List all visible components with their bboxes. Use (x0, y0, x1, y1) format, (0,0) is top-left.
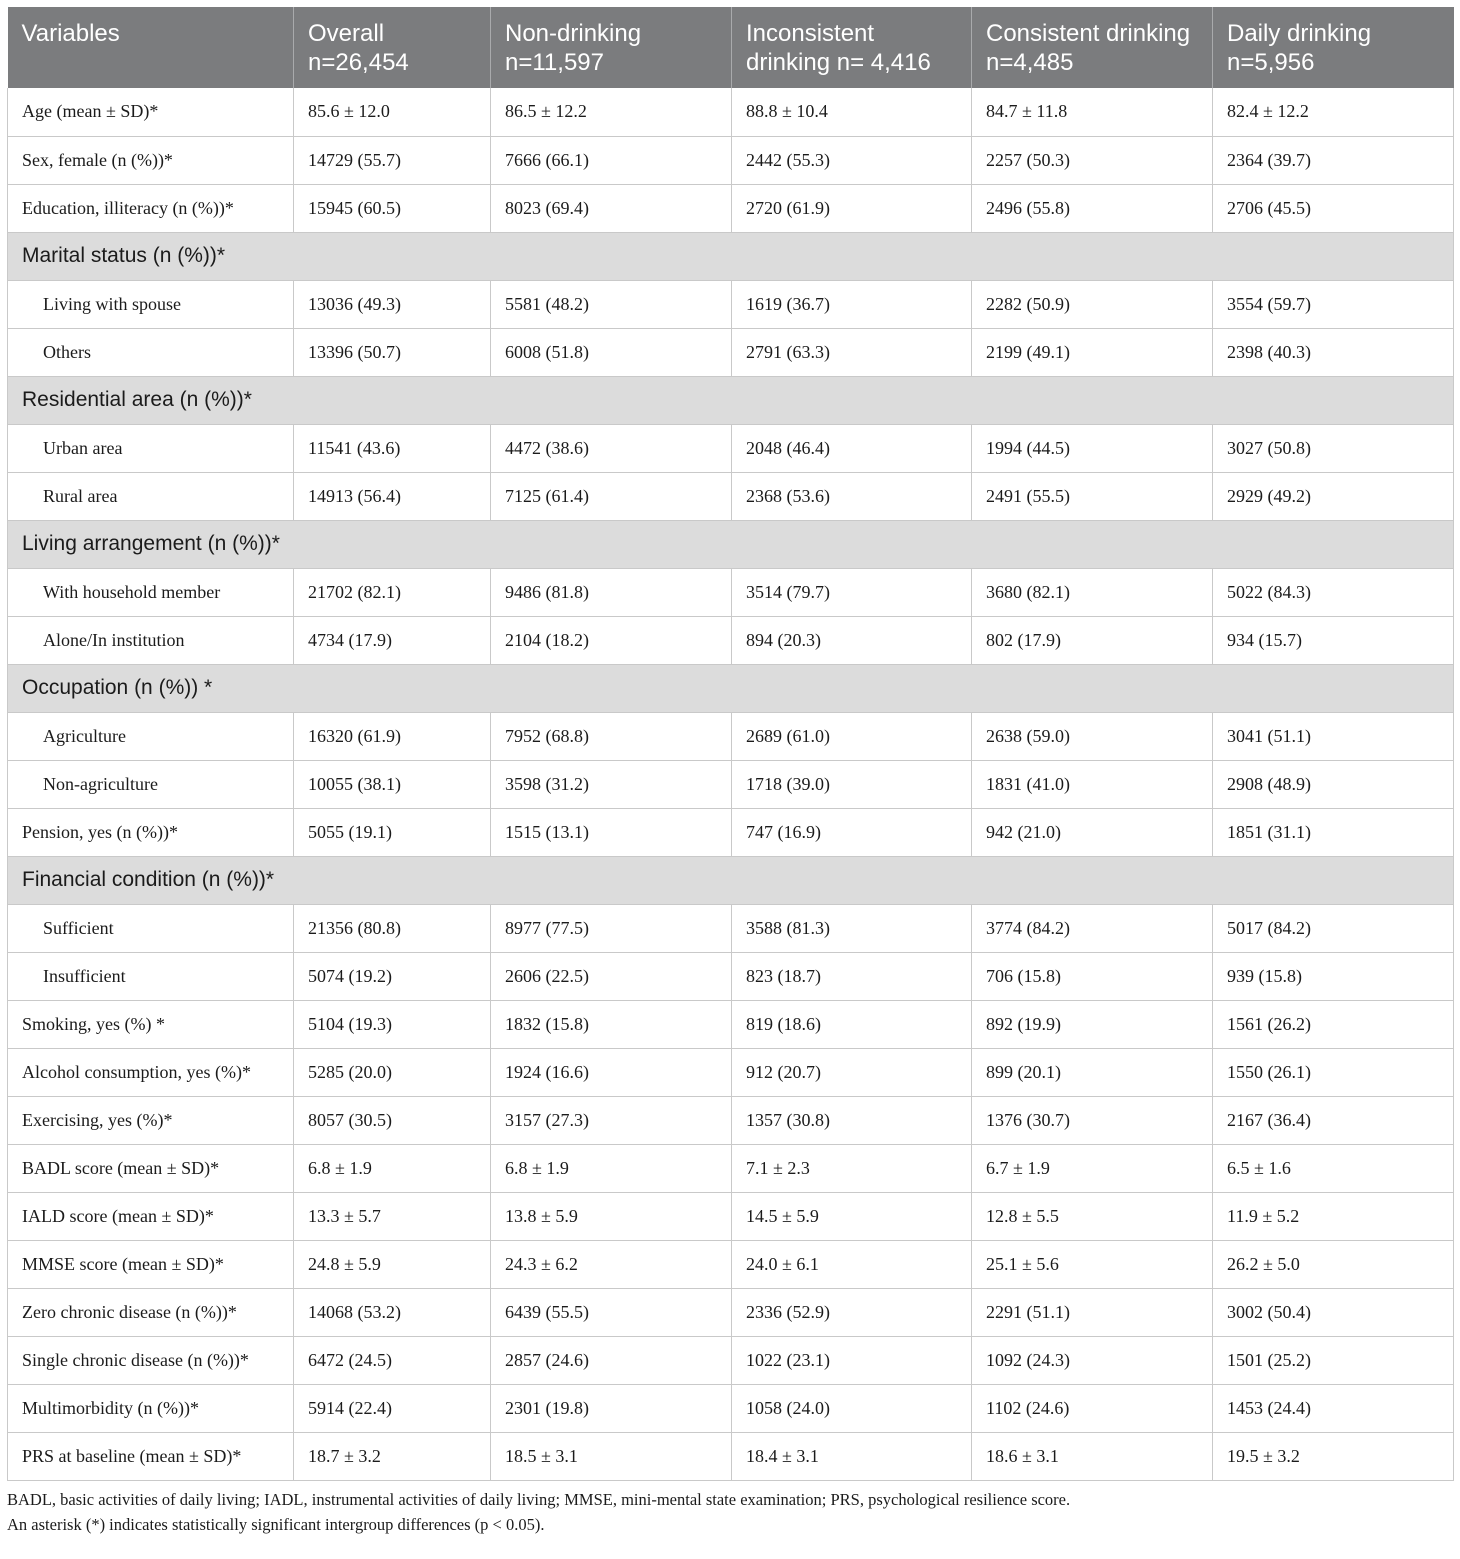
value-cell: 13396 (50.7) (294, 328, 491, 376)
variable-label: BADL score (mean ± SD)* (8, 1144, 294, 1192)
value-cell: 3002 (50.4) (1213, 1288, 1454, 1336)
value-cell: 939 (15.8) (1213, 952, 1454, 1000)
value-cell: 2364 (39.7) (1213, 136, 1454, 184)
subcategory-row (8, 904, 1454, 952)
value-cell: 1501 (25.2) (1213, 1336, 1454, 1384)
value-cell: 6439 (55.5) (491, 1288, 732, 1336)
value-cell: 6.8 ± 1.9 (294, 1144, 491, 1192)
value-cell: 5104 (19.3) (294, 1000, 491, 1048)
subcategory-row (8, 472, 1454, 520)
value-cell: 24.8 ± 5.9 (294, 1240, 491, 1288)
value-cell: 1102 (24.6) (972, 1384, 1213, 1432)
value-cell: 2496 (55.8) (972, 184, 1213, 232)
value-cell: 1619 (36.7) (732, 280, 972, 328)
table-row (8, 184, 1454, 232)
value-cell: 894 (20.3) (732, 616, 972, 664)
value-cell: 3774 (84.2) (972, 904, 1213, 952)
value-cell: 2104 (18.2) (491, 616, 732, 664)
value-cell: 18.5 ± 3.1 (491, 1432, 732, 1480)
value-cell: 11.9 ± 5.2 (1213, 1192, 1454, 1240)
subcategory-row (8, 568, 1454, 616)
value-cell: 5285 (20.0) (294, 1048, 491, 1096)
subcategory-row (8, 616, 1454, 664)
value-cell: 892 (19.9) (972, 1000, 1213, 1048)
variable-label: IALD score (mean ± SD)* (8, 1192, 294, 1240)
value-cell: 2048 (46.4) (732, 424, 972, 472)
value-cell: 1357 (30.8) (732, 1096, 972, 1144)
value-cell: 1022 (23.1) (732, 1336, 972, 1384)
header-row (8, 7, 1454, 88)
section-label: Living arrangement (n (%))* (8, 520, 1454, 568)
value-cell: 18.4 ± 3.1 (732, 1432, 972, 1480)
value-cell: 3598 (31.2) (491, 760, 732, 808)
section-row (8, 232, 1454, 280)
variable-label: Others (8, 328, 294, 376)
value-cell: 942 (21.0) (972, 808, 1213, 856)
subcategory-row (8, 952, 1454, 1000)
variable-label: MMSE score (mean ± SD)* (8, 1240, 294, 1288)
value-cell: 3588 (81.3) (732, 904, 972, 952)
value-cell: 14913 (56.4) (294, 472, 491, 520)
table-wrapper (7, 7, 1453, 1537)
value-cell: 7952 (68.8) (491, 712, 732, 760)
section-row (8, 376, 1454, 424)
value-cell: 15945 (60.5) (294, 184, 491, 232)
header-inconsistent-drinking: Inconsistent drinking n= 4,416 (732, 7, 972, 88)
value-cell: 1058 (24.0) (732, 1384, 972, 1432)
variable-label: Insufficient (8, 952, 294, 1000)
variable-label: Pension, yes (n (%))* (8, 808, 294, 856)
value-cell: 1851 (31.1) (1213, 808, 1454, 856)
value-cell: 802 (17.9) (972, 616, 1213, 664)
table-row (8, 1192, 1454, 1240)
footnote-asterisk: An asterisk (*) indicates statistically significant intergroup differences (p < 0.05). (7, 1514, 545, 1534)
value-cell: 2689 (61.0) (732, 712, 972, 760)
value-cell: 6.8 ± 1.9 (491, 1144, 732, 1192)
section-label: Financial condition (n (%))* (8, 856, 1454, 904)
value-cell: 2706 (45.5) (1213, 184, 1454, 232)
value-cell: 7666 (66.1) (491, 136, 732, 184)
value-cell: 24.0 ± 6.1 (732, 1240, 972, 1288)
subcategory-row (8, 328, 1454, 376)
value-cell: 7.1 ± 2.3 (732, 1144, 972, 1192)
table-row (8, 1336, 1454, 1384)
value-cell: 19.5 ± 3.2 (1213, 1432, 1454, 1480)
value-cell: 21702 (82.1) (294, 568, 491, 616)
value-cell: 7125 (61.4) (491, 472, 732, 520)
value-cell: 934 (15.7) (1213, 616, 1454, 664)
value-cell: 1453 (24.4) (1213, 1384, 1454, 1432)
header-daily-drinking: Daily drinking n=5,956 (1213, 7, 1454, 88)
variable-label: Multimorbidity (n (%))* (8, 1384, 294, 1432)
variable-label: Smoking, yes (%) * (8, 1000, 294, 1048)
table-row (8, 1048, 1454, 1096)
value-cell: 5017 (84.2) (1213, 904, 1454, 952)
variable-label: Alone/In institution (8, 616, 294, 664)
value-cell: 13.8 ± 5.9 (491, 1192, 732, 1240)
value-cell: 3027 (50.8) (1213, 424, 1454, 472)
value-cell: 3680 (82.1) (972, 568, 1213, 616)
value-cell: 16320 (61.9) (294, 712, 491, 760)
value-cell: 2398 (40.3) (1213, 328, 1454, 376)
value-cell: 2336 (52.9) (732, 1288, 972, 1336)
value-cell: 1515 (13.1) (491, 808, 732, 856)
table-row (8, 1384, 1454, 1432)
value-cell: 6472 (24.5) (294, 1336, 491, 1384)
subcategory-row (8, 280, 1454, 328)
value-cell: 2638 (59.0) (972, 712, 1213, 760)
value-cell: 6.5 ± 1.6 (1213, 1144, 1454, 1192)
value-cell: 14.5 ± 5.9 (732, 1192, 972, 1240)
value-cell: 18.7 ± 3.2 (294, 1432, 491, 1480)
section-label: Marital status (n (%))* (8, 232, 1454, 280)
value-cell: 1376 (30.7) (972, 1096, 1213, 1144)
subcategory-row (8, 760, 1454, 808)
variable-label: Sufficient (8, 904, 294, 952)
value-cell: 88.8 ± 10.4 (732, 88, 972, 136)
value-cell: 1561 (26.2) (1213, 1000, 1454, 1048)
value-cell: 1832 (15.8) (491, 1000, 732, 1048)
value-cell: 5581 (48.2) (491, 280, 732, 328)
value-cell: 6.7 ± 1.9 (972, 1144, 1213, 1192)
table-row (8, 136, 1454, 184)
value-cell: 747 (16.9) (732, 808, 972, 856)
value-cell: 2606 (22.5) (491, 952, 732, 1000)
value-cell: 2368 (53.6) (732, 472, 972, 520)
table-row (8, 1000, 1454, 1048)
variable-label: Agriculture (8, 712, 294, 760)
table-row (8, 1144, 1454, 1192)
value-cell: 3157 (27.3) (491, 1096, 732, 1144)
value-cell: 21356 (80.8) (294, 904, 491, 952)
baseline-characteristics-table (7, 7, 1454, 1481)
value-cell: 2167 (36.4) (1213, 1096, 1454, 1144)
header-non-drinking: Non-drinking n=11,597 (491, 7, 732, 88)
value-cell: 4734 (17.9) (294, 616, 491, 664)
variable-label: Sex, female (n (%))* (8, 136, 294, 184)
value-cell: 2442 (55.3) (732, 136, 972, 184)
variable-label: Living with spouse (8, 280, 294, 328)
value-cell: 84.7 ± 11.8 (972, 88, 1213, 136)
value-cell: 5914 (22.4) (294, 1384, 491, 1432)
value-cell: 1718 (39.0) (732, 760, 972, 808)
section-label: Residential area (n (%))* (8, 376, 1454, 424)
value-cell: 1550 (26.1) (1213, 1048, 1454, 1096)
variable-label: Single chronic disease (n (%))* (8, 1336, 294, 1384)
variable-label: Rural area (8, 472, 294, 520)
table-row (8, 1240, 1454, 1288)
subcategory-row (8, 424, 1454, 472)
value-cell: 1994 (44.5) (972, 424, 1213, 472)
value-cell: 8977 (77.5) (491, 904, 732, 952)
value-cell: 4472 (38.6) (491, 424, 732, 472)
table-row (8, 1432, 1454, 1480)
variable-label: With household member (8, 568, 294, 616)
value-cell: 2491 (55.5) (972, 472, 1213, 520)
header-variables: Variables (8, 7, 294, 88)
value-cell: 2720 (61.9) (732, 184, 972, 232)
value-cell: 10055 (38.1) (294, 760, 491, 808)
value-cell: 3041 (51.1) (1213, 712, 1454, 760)
value-cell: 2199 (49.1) (972, 328, 1213, 376)
table-header (8, 7, 1454, 88)
variable-label: Urban area (8, 424, 294, 472)
value-cell: 1924 (16.6) (491, 1048, 732, 1096)
value-cell: 8057 (30.5) (294, 1096, 491, 1144)
table-row (8, 1096, 1454, 1144)
value-cell: 13036 (49.3) (294, 280, 491, 328)
value-cell: 1831 (41.0) (972, 760, 1213, 808)
value-cell: 13.3 ± 5.7 (294, 1192, 491, 1240)
variable-label: Alcohol consumption, yes (%)* (8, 1048, 294, 1096)
value-cell: 8023 (69.4) (491, 184, 732, 232)
section-row (8, 856, 1454, 904)
value-cell: 6008 (51.8) (491, 328, 732, 376)
table-body (8, 88, 1454, 1480)
value-cell: 2291 (51.1) (972, 1288, 1213, 1336)
value-cell: 912 (20.7) (732, 1048, 972, 1096)
value-cell: 2908 (48.9) (1213, 760, 1454, 808)
value-cell: 86.5 ± 12.2 (491, 88, 732, 136)
value-cell: 2929 (49.2) (1213, 472, 1454, 520)
footnote-abbreviations: BADL, basic activities of daily living; IADL, instrumental activities of daily living; MMSE, mini-mental state examination; PRS, psychological resilience score. (7, 1489, 1071, 1509)
value-cell: 14729 (55.7) (294, 136, 491, 184)
value-cell: 5074 (19.2) (294, 952, 491, 1000)
table-row (8, 808, 1454, 856)
header-overall: Overall n=26,454 (294, 7, 491, 88)
value-cell: 2791 (63.3) (732, 328, 972, 376)
value-cell: 14068 (53.2) (294, 1288, 491, 1336)
value-cell: 24.3 ± 6.2 (491, 1240, 732, 1288)
value-cell: 2857 (24.6) (491, 1336, 732, 1384)
value-cell: 85.6 ± 12.0 (294, 88, 491, 136)
value-cell: 3514 (79.7) (732, 568, 972, 616)
variable-label: Education, illiteracy (n (%))* (8, 184, 294, 232)
value-cell: 823 (18.7) (732, 952, 972, 1000)
value-cell: 899 (20.1) (972, 1048, 1213, 1096)
variable-label: Non-agriculture (8, 760, 294, 808)
value-cell: 82.4 ± 12.2 (1213, 88, 1454, 136)
section-label: Occupation (n (%)) * (8, 664, 1454, 712)
variable-label: PRS at baseline (mean ± SD)* (8, 1432, 294, 1480)
table-row (8, 88, 1454, 136)
value-cell: 26.2 ± 5.0 (1213, 1240, 1454, 1288)
header-consistent-drinking: Consistent drinking n=4,485 (972, 7, 1213, 88)
variable-label: Exercising, yes (%)* (8, 1096, 294, 1144)
value-cell: 11541 (43.6) (294, 424, 491, 472)
section-row (8, 520, 1454, 568)
value-cell: 2257 (50.3) (972, 136, 1213, 184)
value-cell: 819 (18.6) (732, 1000, 972, 1048)
variable-label: Age (mean ± SD)* (8, 88, 294, 136)
table-row (8, 1288, 1454, 1336)
section-row (8, 664, 1454, 712)
value-cell: 3554 (59.7) (1213, 280, 1454, 328)
value-cell: 2282 (50.9) (972, 280, 1213, 328)
subcategory-row (8, 712, 1454, 760)
variable-label: Zero chronic disease (n (%))* (8, 1288, 294, 1336)
value-cell: 5022 (84.3) (1213, 568, 1454, 616)
value-cell: 5055 (19.1) (294, 808, 491, 856)
value-cell: 12.8 ± 5.5 (972, 1192, 1213, 1240)
value-cell: 706 (15.8) (972, 952, 1213, 1000)
value-cell: 1092 (24.3) (972, 1336, 1213, 1384)
value-cell: 2301 (19.8) (491, 1384, 732, 1432)
value-cell: 9486 (81.8) (491, 568, 732, 616)
footnotes (7, 1487, 1453, 1537)
value-cell: 25.1 ± 5.6 (972, 1240, 1213, 1288)
value-cell: 18.6 ± 3.1 (972, 1432, 1213, 1480)
